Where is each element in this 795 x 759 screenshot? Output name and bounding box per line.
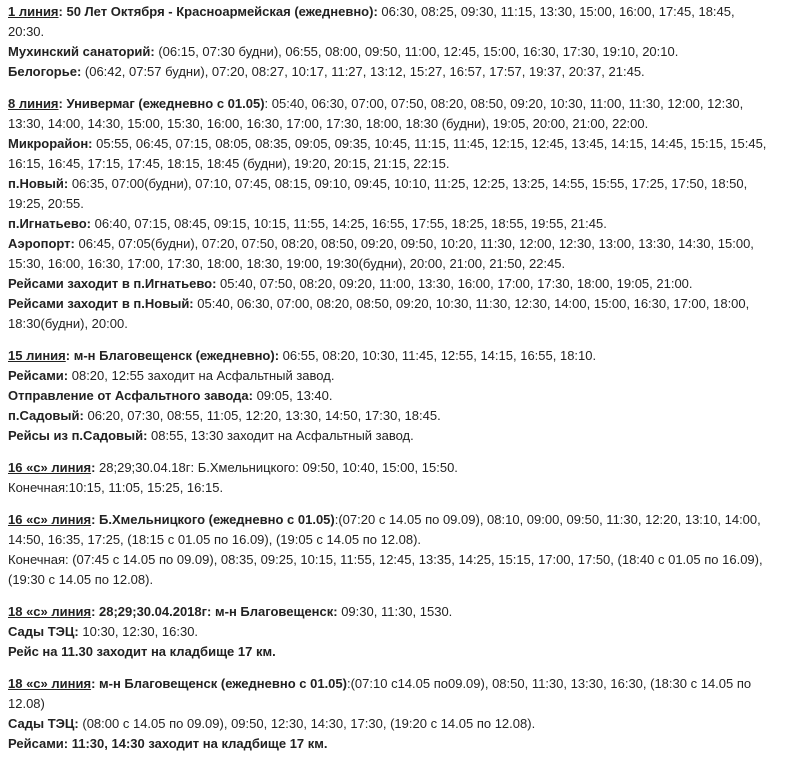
schedule-line	[8, 550, 771, 590]
route-header-line	[8, 674, 771, 714]
route-number: 15 линия	[8, 348, 66, 363]
departure-times: Конечная:10:15, 11:05, 15:25, 16:15.	[8, 480, 224, 495]
departure-times: 05:55, 06:45, 07:15, 08:05, 08:35, 09:05, 09:35, 10:45, 11:15, 11:45, 12:15, 12:45, 13:45, 14:15, 14:45, 15:15, 15:45, 16:15, 16:45, 17:15, 17:45, 18:15, 18:45 (будни), 19:20, 20:15, 21:15, 22:15.	[8, 136, 767, 171]
stop-name: :	[91, 460, 96, 475]
stop-name: Сады ТЭЦ:	[8, 716, 79, 731]
departure-times: 08:20, 12:55 заходит на Асфальтный завод.	[68, 368, 335, 383]
stop-name: п.Садовый:	[8, 408, 84, 423]
stop-name: Мухинский санаторий:	[8, 44, 155, 59]
route-section	[8, 674, 771, 754]
stop-name: п.Игнатьево:	[8, 216, 91, 231]
departure-times: 28;29;30.04.18г: Б.Хмельницкого: 09:50, 10:40, 15:00, 15:50.	[95, 460, 458, 475]
departure-times: (06:42, 07:57 будни), 07:20, 08:27, 10:17, 11:27, 13:12, 15:27, 16:57, 17:57, 19:37, 20:37, 21:45.	[81, 64, 645, 79]
stop-name: Отправление от Асфальтного завода:	[8, 388, 253, 403]
stop-name: Белогорье:	[8, 64, 82, 79]
route-number: 18 «с» линия	[8, 676, 92, 691]
departure-times: 06:20, 07:30, 08:55, 11:05, 12:20, 13:30, 14:50, 17:30, 18:45.	[83, 408, 441, 423]
schedule-line	[8, 622, 771, 642]
stop-name: Рейсами заходит в п.Игнатьево:	[8, 276, 217, 291]
departure-times: 08:55, 13:30 заходит на Асфальтный завод.	[147, 428, 414, 443]
route-header-line	[8, 458, 771, 478]
departure-times: 10:30, 12:30, 16:30.	[78, 624, 199, 639]
route-number: 16 «с» линия	[8, 460, 92, 475]
route-section	[8, 2, 771, 82]
schedule-line	[8, 426, 771, 446]
schedule-line	[8, 234, 771, 274]
stop-name: Микрорайон:	[8, 136, 93, 151]
stop-name: Рейс на 11.30 заходит на кладбище 17 км.	[8, 644, 276, 659]
route-number: 16 «с» линия	[8, 512, 92, 527]
stop-name: п.Новый:	[8, 176, 69, 191]
stop-name: : 28;29;30.04.2018г: м-н Благовещенск:	[91, 604, 338, 619]
departure-times: 05:40, 07:50, 08:20, 09:20, 11:00, 13:30, 16:00, 17:00, 17:30, 18:00, 19:05, 21:00.	[216, 276, 693, 291]
schedule-line	[8, 134, 771, 174]
schedule-line	[8, 62, 771, 82]
stop-name: : м-н Благовещенск (ежедневно):	[65, 348, 280, 363]
stop-name: : Универмаг (ежедневно с 01.05)	[58, 96, 265, 111]
schedule-line	[8, 642, 771, 662]
route-header-line	[8, 602, 771, 622]
route-section	[8, 346, 771, 446]
route-section	[8, 458, 771, 498]
schedule-line	[8, 478, 771, 498]
departure-times: 06:40, 07:15, 08:45, 09:15, 10:15, 11:55, 14:25, 16:55, 17:55, 18:25, 18:55, 19:55, 21:45.	[90, 216, 607, 231]
stop-name: Рейсы из п.Садовый:	[8, 428, 148, 443]
stop-name: : Б.Хмельницкого (ежедневно с 01.05)	[91, 512, 335, 527]
departure-times: Конечная: (07:45 с 14.05 по 09.09), 08:35, 09:25, 10:15, 11:55, 12:45, 13:35, 14:25, 15:15, 17:00, 17:50, (18:40 с 01.05 по 16.09), (19:30 с 14.05 по 12.08).	[8, 552, 763, 587]
departure-times: :(07:20 с 14.05 по 09.09), 08:10, 09:00, 09:50, 11:30, 12:20, 13:10, 14:00, 14:50, 16:35, 17:25, (18:15 с 01.05 по 16.09), (19:05 с 14.05 по 12.08).	[8, 512, 761, 547]
stop-name: : м-н Благовещенск (ежедневно с 01.05)	[91, 676, 347, 691]
departure-times: 06:30, 08:25, 09:30, 11:15, 13:30, 15:00, 16:00, 17:45, 18:45, 20:30.	[8, 4, 735, 39]
stop-name: : 50 Лет Октября - Красноармейская (ежедневно):	[58, 4, 378, 19]
route-header-line	[8, 346, 771, 366]
route-header-line	[8, 510, 771, 550]
route-header-line	[8, 94, 771, 134]
schedule-line	[8, 406, 771, 426]
departure-times: (08:00 с 14.05 по 09.09), 09:50, 12:30, 14:30, 17:30, (19:20 с 14.05 по 12.08).	[78, 716, 536, 731]
route-section	[8, 510, 771, 590]
stop-name: Рейсами:	[8, 368, 69, 383]
stop-name: Рейсами: 11:30, 14:30 заходит на кладбище 17 км.	[8, 736, 328, 751]
departure-times: (06:15, 07:30 будни), 06:55, 08:00, 09:50, 11:00, 12:45, 15:00, 16:30, 17:30, 19:10, 20:10.	[154, 44, 679, 59]
schedule-line	[8, 274, 771, 294]
schedule-line	[8, 714, 771, 734]
schedule-line	[8, 294, 771, 334]
route-header-line	[8, 2, 771, 42]
departure-times: 06:35, 07:00(будни), 07:10, 07:45, 08:15, 09:10, 09:45, 10:10, 11:25, 12:25, 13:25, 14:55, 15:55, 17:25, 17:50, 18:50, 19:25, 20:55.	[8, 176, 748, 211]
departure-times: :(07:10 с14.05 по09.09), 08:50, 11:30, 13:30, 16:30, (18:30 с 14.05 по 12.08)	[8, 676, 752, 711]
schedule-line	[8, 214, 771, 234]
departure-times: 06:45, 07:05(будни), 07:20, 07:50, 08:20, 08:50, 09:20, 09:50, 10:20, 11:30, 12:00, 12:30, 13:00, 13:30, 14:30, 15:00, 15:30, 16:00, 16:30, 17:00, 17:30, 18:00, 18:30, 19:00, 19:30(будни), 20:00, 21:00, 21:50, 22:45.	[8, 236, 754, 271]
route-section	[8, 94, 771, 334]
schedule-line	[8, 386, 771, 406]
departure-times: 05:40, 06:30, 07:00, 08:20, 08:50, 09:20, 10:30, 11:30, 12:30, 14:00, 15:00, 16:30, 17:00, 18:00, 18:30(будни), 20:00.	[8, 296, 750, 331]
departure-times: 06:55, 08:20, 10:30, 11:45, 12:55, 14:15, 16:55, 18:10.	[279, 348, 597, 363]
departure-times: : 05:40, 06:30, 07:00, 07:50, 08:20, 08:50, 09:20, 10:30, 11:00, 11:30, 12:00, 12:30, 13:30, 14:00, 14:30, 15:00, 15:30, 16:00, 16:30, 17:00, 17:30, 18:00, 18:30 (будни), 19:05, 20:00, 21:00, 22:00.	[8, 96, 744, 131]
stop-name: Сады ТЭЦ:	[8, 624, 79, 639]
route-number: 18 «с» линия	[8, 604, 92, 619]
departure-times: 09:30, 11:30, 1530.	[337, 604, 453, 619]
schedule-line	[8, 174, 771, 214]
route-number: 1 линия	[8, 4, 59, 19]
route-number: 8 линия	[8, 96, 59, 111]
departure-times: 09:05, 13:40.	[252, 388, 333, 403]
schedule-line	[8, 366, 771, 386]
schedule-line	[8, 734, 771, 754]
stop-name: Аэропорт:	[8, 236, 75, 251]
schedule-line	[8, 42, 771, 62]
stop-name: Рейсами заходит в п.Новый:	[8, 296, 194, 311]
route-section	[8, 602, 771, 662]
